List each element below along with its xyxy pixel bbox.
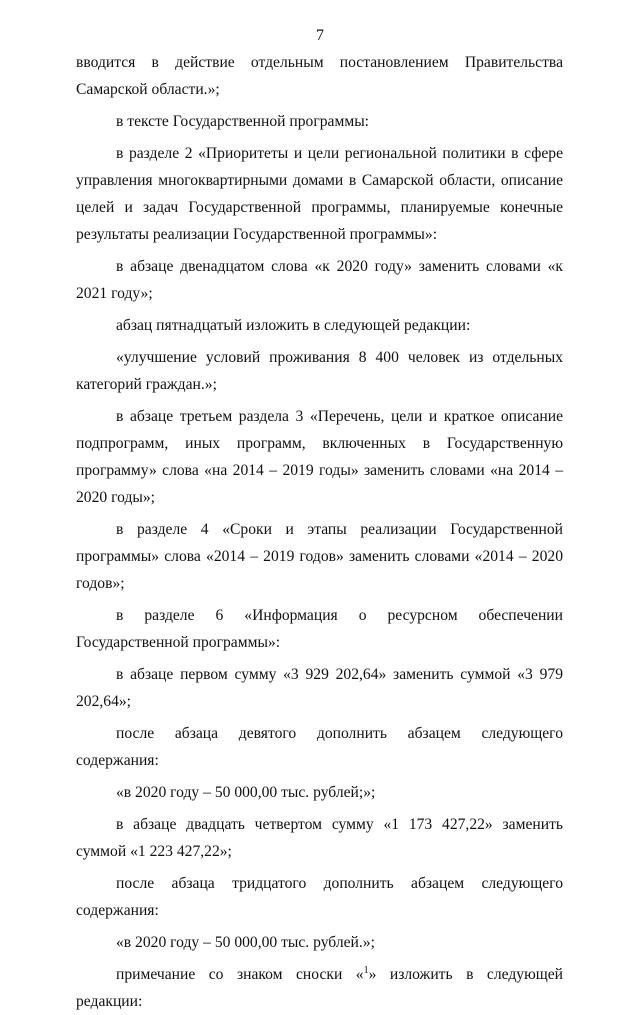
document-body [76,49,563,1015]
page-number: 7 [316,27,324,44]
paragraph: вводится в действие отдельным постановлением Правительства Самарской области.»; [76,54,563,98]
footnote-marker: 1 [363,964,369,976]
paragraph: абзац пятнадцатый изложить в следующей редакции: [116,317,471,334]
paragraph: «улучшение условий проживания 8 400 человек из отдельных категорий граждан.»; [76,349,563,393]
paragraph: «в 2020 году – 50 000,00 тыс. рублей;»; [116,784,376,801]
paragraph: в абзаце первом сумму «3 929 202,64» заменить суммой «3 979 202,64»; [76,666,563,710]
paragraph: после абзаца девятого дополнить абзацем следующего содержания: [76,725,563,769]
paragraph: в тексте Государственной программы: [116,113,370,130]
paragraph: в абзаце двадцать четвертом сумму «1 173 427,22» заменить суммой «1 223 427,22»; [76,816,563,860]
paragraph-text-before: примечание со знаком сноски « [116,966,364,983]
paragraph: в разделе 6 «Информация о ресурсном обеспечении Государственной программы»: [76,607,563,651]
paragraph-text-after: » изложить в следующей редакции: [76,966,563,1010]
paragraph-footnote-note [76,961,563,1015]
paragraph: после абзаца тридцатого дополнить абзацем следующего содержания: [76,875,563,919]
paragraph: в абзаце двенадцатом слова «к 2020 году» заменить словами «к 2021 году»; [76,258,563,302]
paragraph: «в 2020 году – 50 000,00 тыс. рублей.»; [116,934,375,951]
paragraph: в абзаце третьем раздела 3 «Перечень, цели и краткое описание подпрограмм, иных программ, включенных в Государственную программу» слова «на 2014 – 2019 годы» заменить словами «на 2014 – 2020 годы»; [76,408,563,506]
paragraph: в разделе 4 «Сроки и этапы реализации Государственной программы» слова «2014 – 2019 годов» заменить словами «2014 – 2020 годов»; [76,521,563,592]
paragraph: в разделе 2 «Приоритеты и цели региональной политики в сфере управления многоквартирными домами в Самарской области, описание целей и задач Государственной программы, планируемые конечные результаты реализации Государственной программы»: [76,145,563,243]
